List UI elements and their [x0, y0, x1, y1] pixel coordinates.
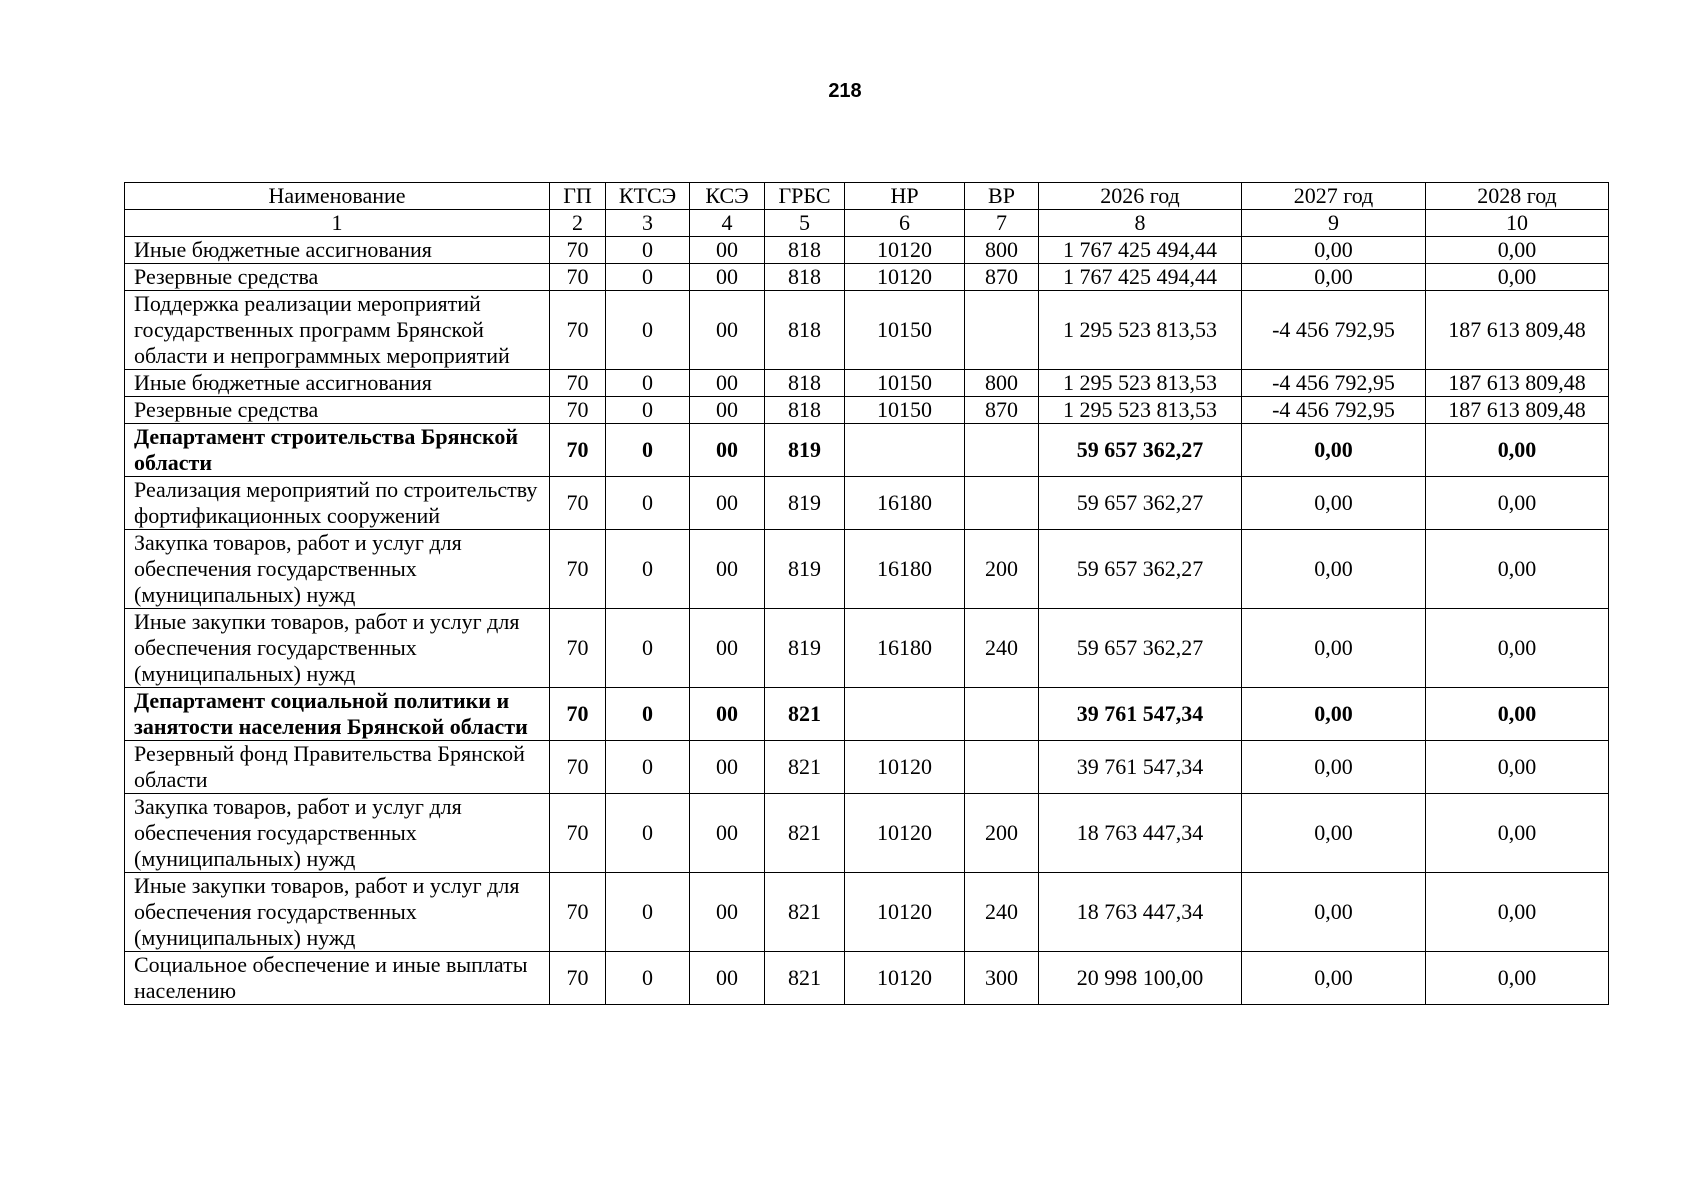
row-vr-cell — [965, 477, 1039, 530]
col-number: 3 — [606, 210, 690, 237]
row-2027-cell: 0,00 — [1242, 237, 1426, 264]
column-number-row — [125, 210, 1609, 237]
row-name-cell: Иные бюджетные ассигнования — [125, 370, 550, 397]
row-kse-cell: 00 — [690, 477, 765, 530]
table-row — [125, 530, 1609, 609]
row-2026-cell: 1 295 523 813,53 — [1039, 291, 1242, 370]
table-row — [125, 609, 1609, 688]
row-2027-cell: 0,00 — [1242, 741, 1426, 794]
row-ktse-cell: 0 — [606, 741, 690, 794]
row-2028-cell: 0,00 — [1426, 424, 1609, 477]
row-nr-cell: 16180 — [845, 530, 965, 609]
row-vr-cell — [965, 291, 1039, 370]
col-number: 10 — [1426, 210, 1609, 237]
row-2028-cell: 0,00 — [1426, 237, 1609, 264]
row-kse-cell: 00 — [690, 609, 765, 688]
row-nr-cell: 10120 — [845, 237, 965, 264]
row-name-cell: Закупка товаров, работ и услуг для обеспечения государственных (муниципальных) нужд — [125, 794, 550, 873]
table-row — [125, 237, 1609, 264]
row-nr-cell: 10120 — [845, 264, 965, 291]
col-number: 7 — [965, 210, 1039, 237]
row-kse-cell: 00 — [690, 370, 765, 397]
col-header-2028: 2028 год — [1426, 183, 1609, 210]
row-grbs-cell: 818 — [765, 237, 845, 264]
row-2026-cell: 39 761 547,34 — [1039, 741, 1242, 794]
col-header-2026: 2026 год — [1039, 183, 1242, 210]
row-gp-cell: 70 — [550, 370, 606, 397]
row-grbs-cell: 818 — [765, 264, 845, 291]
row-vr-cell: 200 — [965, 794, 1039, 873]
col-number: 4 — [690, 210, 765, 237]
row-gp-cell: 70 — [550, 873, 606, 952]
row-ktse-cell: 0 — [606, 370, 690, 397]
table-row — [125, 794, 1609, 873]
row-kse-cell: 00 — [690, 397, 765, 424]
row-vr-cell: 240 — [965, 873, 1039, 952]
row-ktse-cell: 0 — [606, 688, 690, 741]
row-2028-cell: 0,00 — [1426, 477, 1609, 530]
row-name-cell: Резервные средства — [125, 264, 550, 291]
col-header-name: Наименование — [125, 183, 550, 210]
row-2028-cell: 0,00 — [1426, 688, 1609, 741]
row-grbs-cell: 818 — [765, 370, 845, 397]
row-ktse-cell: 0 — [606, 873, 690, 952]
row-grbs-cell: 821 — [765, 952, 845, 1005]
row-2028-cell: 0,00 — [1426, 609, 1609, 688]
row-ktse-cell: 0 — [606, 794, 690, 873]
row-2027-cell: -4 456 792,95 — [1242, 370, 1426, 397]
row-2027-cell: 0,00 — [1242, 477, 1426, 530]
row-2027-cell: 0,00 — [1242, 952, 1426, 1005]
row-grbs-cell: 819 — [765, 424, 845, 477]
row-grbs-cell: 821 — [765, 873, 845, 952]
row-2027-cell: 0,00 — [1242, 530, 1426, 609]
row-gp-cell: 70 — [550, 688, 606, 741]
row-gp-cell: 70 — [550, 237, 606, 264]
table-row — [125, 952, 1609, 1005]
row-name-cell: Социальное обеспечение и иные выплаты населению — [125, 952, 550, 1005]
row-grbs-cell: 819 — [765, 609, 845, 688]
row-gp-cell: 70 — [550, 424, 606, 477]
row-grbs-cell: 819 — [765, 530, 845, 609]
col-number: 9 — [1242, 210, 1426, 237]
table-row — [125, 264, 1609, 291]
col-header-ktse: КТСЭ — [606, 183, 690, 210]
row-2027-cell: 0,00 — [1242, 688, 1426, 741]
row-vr-cell: 800 — [965, 370, 1039, 397]
table-row — [125, 424, 1609, 477]
row-nr-cell: 16180 — [845, 609, 965, 688]
row-2028-cell: 0,00 — [1426, 264, 1609, 291]
table-row — [125, 291, 1609, 370]
row-name-cell: Департамент строительства Брянской области — [125, 424, 550, 477]
row-2026-cell: 39 761 547,34 — [1039, 688, 1242, 741]
row-grbs-cell: 818 — [765, 397, 845, 424]
row-2027-cell: 0,00 — [1242, 794, 1426, 873]
row-vr-cell: 240 — [965, 609, 1039, 688]
row-2028-cell: 0,00 — [1426, 794, 1609, 873]
row-ktse-cell: 0 — [606, 237, 690, 264]
row-2026-cell: 59 657 362,27 — [1039, 530, 1242, 609]
row-2026-cell: 20 998 100,00 — [1039, 952, 1242, 1005]
col-header-kse: КСЭ — [690, 183, 765, 210]
row-kse-cell: 00 — [690, 424, 765, 477]
row-kse-cell: 00 — [690, 264, 765, 291]
col-number: 6 — [845, 210, 965, 237]
row-2026-cell: 59 657 362,27 — [1039, 609, 1242, 688]
row-nr-cell — [845, 424, 965, 477]
row-2026-cell: 1 767 425 494,44 — [1039, 237, 1242, 264]
row-grbs-cell: 821 — [765, 741, 845, 794]
row-name-cell: Департамент социальной политики и занятости населения Брянской области — [125, 688, 550, 741]
row-2027-cell: 0,00 — [1242, 424, 1426, 477]
row-grbs-cell: 821 — [765, 794, 845, 873]
row-gp-cell: 70 — [550, 264, 606, 291]
row-nr-cell: 16180 — [845, 477, 965, 530]
row-2028-cell: 0,00 — [1426, 530, 1609, 609]
row-ktse-cell: 0 — [606, 609, 690, 688]
row-2027-cell: 0,00 — [1242, 873, 1426, 952]
header-row — [125, 183, 1609, 210]
row-kse-cell: 00 — [690, 237, 765, 264]
row-kse-cell: 00 — [690, 530, 765, 609]
row-ktse-cell: 0 — [606, 952, 690, 1005]
row-vr-cell: 300 — [965, 952, 1039, 1005]
table-row — [125, 397, 1609, 424]
row-name-cell: Иные закупки товаров, работ и услуг для обеспечения государственных (муниципальных) нужд — [125, 873, 550, 952]
row-name-cell: Резервные средства — [125, 397, 550, 424]
col-header-nr: НР — [845, 183, 965, 210]
row-2026-cell: 1 295 523 813,53 — [1039, 397, 1242, 424]
row-vr-cell: 870 — [965, 264, 1039, 291]
row-kse-cell: 00 — [690, 794, 765, 873]
row-2026-cell: 18 763 447,34 — [1039, 873, 1242, 952]
row-nr-cell: 10120 — [845, 794, 965, 873]
row-name-cell: Реализация мероприятий по строительству фортификационных сооружений — [125, 477, 550, 530]
row-gp-cell: 70 — [550, 291, 606, 370]
row-2026-cell: 1 767 425 494,44 — [1039, 264, 1242, 291]
row-2026-cell: 18 763 447,34 — [1039, 794, 1242, 873]
page-number: 218 — [828, 80, 862, 102]
row-nr-cell: 10120 — [845, 952, 965, 1005]
row-2027-cell: -4 456 792,95 — [1242, 291, 1426, 370]
row-ktse-cell: 0 — [606, 424, 690, 477]
row-nr-cell: 10120 — [845, 873, 965, 952]
row-vr-cell: 870 — [965, 397, 1039, 424]
row-gp-cell: 70 — [550, 952, 606, 1005]
col-number: 8 — [1039, 210, 1242, 237]
row-ktse-cell: 0 — [606, 530, 690, 609]
row-vr-cell: 800 — [965, 237, 1039, 264]
table-row — [125, 688, 1609, 741]
row-grbs-cell: 818 — [765, 291, 845, 370]
row-2028-cell: 0,00 — [1426, 952, 1609, 1005]
row-gp-cell: 70 — [550, 397, 606, 424]
col-header-vr: ВР — [965, 183, 1039, 210]
row-2026-cell: 59 657 362,27 — [1039, 424, 1242, 477]
row-nr-cell: 10120 — [845, 741, 965, 794]
row-2028-cell: 187 613 809,48 — [1426, 291, 1609, 370]
table-row — [125, 873, 1609, 952]
table-row — [125, 370, 1609, 397]
row-gp-cell: 70 — [550, 741, 606, 794]
row-2028-cell: 0,00 — [1426, 741, 1609, 794]
row-kse-cell: 00 — [690, 952, 765, 1005]
row-vr-cell — [965, 688, 1039, 741]
row-gp-cell: 70 — [550, 477, 606, 530]
row-kse-cell: 00 — [690, 873, 765, 952]
row-2027-cell: 0,00 — [1242, 264, 1426, 291]
col-header-gp: ГП — [550, 183, 606, 210]
row-2027-cell: 0,00 — [1242, 609, 1426, 688]
table-row — [125, 741, 1609, 794]
row-nr-cell: 10150 — [845, 370, 965, 397]
col-header-grbs: ГРБС — [765, 183, 845, 210]
row-ktse-cell: 0 — [606, 291, 690, 370]
row-kse-cell: 00 — [690, 688, 765, 741]
budget-table — [124, 182, 1609, 1005]
row-kse-cell: 00 — [690, 741, 765, 794]
row-gp-cell: 70 — [550, 794, 606, 873]
row-nr-cell: 10150 — [845, 291, 965, 370]
row-2028-cell: 0,00 — [1426, 873, 1609, 952]
row-ktse-cell: 0 — [606, 477, 690, 530]
row-gp-cell: 70 — [550, 609, 606, 688]
row-kse-cell: 00 — [690, 291, 765, 370]
col-number: 2 — [550, 210, 606, 237]
row-name-cell: Поддержка реализации мероприятий государственных программ Брянской области и непрограммных мероприятий — [125, 291, 550, 370]
row-nr-cell: 10150 — [845, 397, 965, 424]
col-header-2027: 2027 год — [1242, 183, 1426, 210]
row-2026-cell: 59 657 362,27 — [1039, 477, 1242, 530]
col-number: 1 — [125, 210, 550, 237]
row-vr-cell — [965, 741, 1039, 794]
row-vr-cell — [965, 424, 1039, 477]
col-number: 5 — [765, 210, 845, 237]
row-ktse-cell: 0 — [606, 397, 690, 424]
row-grbs-cell: 819 — [765, 477, 845, 530]
row-2027-cell: -4 456 792,95 — [1242, 397, 1426, 424]
row-nr-cell — [845, 688, 965, 741]
row-2028-cell: 187 613 809,48 — [1426, 397, 1609, 424]
row-2026-cell: 1 295 523 813,53 — [1039, 370, 1242, 397]
row-name-cell: Закупка товаров, работ и услуг для обеспечения государственных (муниципальных) нужд — [125, 530, 550, 609]
row-name-cell: Иные закупки товаров, работ и услуг для обеспечения государственных (муниципальных) нужд — [125, 609, 550, 688]
row-name-cell: Иные бюджетные ассигнования — [125, 237, 550, 264]
row-2028-cell: 187 613 809,48 — [1426, 370, 1609, 397]
row-ktse-cell: 0 — [606, 264, 690, 291]
table-row — [125, 477, 1609, 530]
row-vr-cell: 200 — [965, 530, 1039, 609]
row-grbs-cell: 821 — [765, 688, 845, 741]
table-body — [125, 237, 1609, 1005]
row-name-cell: Резервный фонд Правительства Брянской области — [125, 741, 550, 794]
row-gp-cell: 70 — [550, 530, 606, 609]
